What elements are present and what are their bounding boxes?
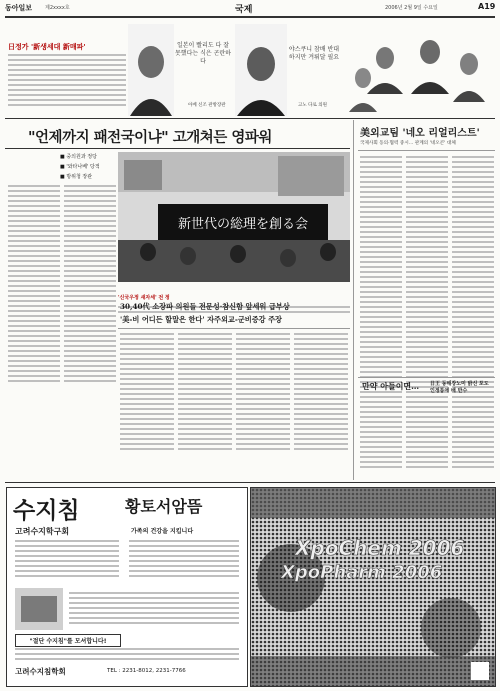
issue-date: 2006년 2월 9일 수요일 bbox=[385, 5, 438, 11]
right-body-col1 bbox=[360, 156, 402, 471]
right-body-col2 bbox=[406, 156, 448, 471]
feature-text bbox=[8, 54, 126, 109]
ad-suji-product-image bbox=[15, 588, 63, 630]
photo-caption-lead: '신국우정 새자세' 전 정 bbox=[118, 295, 170, 301]
headline-rule bbox=[5, 148, 350, 149]
portrait-center-image bbox=[235, 24, 287, 116]
right-body-col3 bbox=[452, 156, 494, 471]
right-box-title: 日王 동해장노미 밝신 포도 인정통에 배 반수 bbox=[430, 381, 489, 394]
portrait-left bbox=[128, 24, 174, 116]
main-body-col7 bbox=[294, 333, 348, 453]
right-subhead: 국제사회 동의·협력 중시… 관계의 '네오콘' 대체 bbox=[360, 141, 456, 146]
top-section-rule bbox=[5, 118, 495, 119]
portrait-group-image bbox=[345, 22, 493, 116]
right-box-rule bbox=[358, 377, 495, 378]
portrait-group bbox=[345, 22, 493, 116]
issue-number: 제2xxxx호 bbox=[45, 5, 70, 11]
main-photo bbox=[118, 152, 350, 282]
left-feature bbox=[6, 20, 126, 118]
ad-xpochem-subtitle: XpoPharm 2006 bbox=[281, 562, 443, 583]
main-body-col1 bbox=[8, 185, 60, 385]
quote-center-text: 일본이 빨리도 다 잘못했다는 식은 곤란하다 bbox=[175, 42, 231, 65]
paper-logo: 동아일보 bbox=[5, 4, 33, 12]
ad-xpochem bbox=[250, 487, 496, 687]
ad-suji-phone: TEL : 2231-8012, 2231-7766 bbox=[107, 668, 186, 674]
photo-banner-text: 新世代の総理を創る会 bbox=[177, 217, 309, 232]
right-headline: 美외교팀 '네오 리얼리스트' bbox=[360, 128, 480, 139]
ad-suji-tagline: 가족의 건강을 지킵니다 bbox=[131, 528, 194, 535]
main-headline: "언제까지 패전국이냐" 고개쳐든 영파워 bbox=[28, 129, 272, 146]
ad-suji-company: 고려수지학구회 bbox=[15, 527, 70, 536]
ad-suji-banner: "절단 수지침"를 모셔합니다! bbox=[15, 634, 121, 647]
page-number: A19 bbox=[478, 2, 496, 11]
ad-suji-text-a bbox=[15, 540, 119, 580]
section-title: 국제 bbox=[235, 5, 253, 15]
sidebar-item: ■ '와타나베' 당적 bbox=[60, 164, 100, 170]
subheadline-2: '美-비 어디든 할말은 한다' 자주외교-군비증강 주장 bbox=[120, 315, 282, 324]
ads-top-rule bbox=[5, 482, 495, 483]
ad-xpochem-title: XpoChem 2006 bbox=[295, 536, 465, 560]
feature-title: 日정가 '新생세대 新매파' bbox=[8, 43, 86, 51]
portrait-center bbox=[235, 24, 287, 116]
quote-right bbox=[288, 46, 340, 62]
ad-suji-text-d bbox=[15, 648, 239, 663]
masthead-rule bbox=[5, 16, 495, 18]
ad-suji-footer: 고려수지침학회 bbox=[15, 667, 66, 676]
subheadline-rule bbox=[118, 328, 350, 329]
ad-suji-text-b bbox=[129, 540, 239, 580]
sidebar-item: ■ 방위청 장관 bbox=[60, 174, 93, 180]
main-body-col4 bbox=[178, 333, 232, 453]
masthead bbox=[0, 0, 500, 16]
right-box-headline: 만약 아들이면… bbox=[362, 381, 420, 391]
main-body-col2 bbox=[64, 185, 116, 385]
portrait-left-image bbox=[128, 24, 174, 116]
ad-suji bbox=[6, 487, 248, 687]
ad-xpochem-image bbox=[251, 488, 495, 686]
main-body-col3 bbox=[120, 333, 174, 453]
sidebar-item: ■ 중의원과 정당 bbox=[60, 154, 97, 160]
column-divider bbox=[353, 120, 354, 480]
ad-suji-side-title: 황토서암뜸 bbox=[125, 497, 203, 516]
quote-right-caption: 고노 다로 의원 bbox=[298, 103, 327, 108]
main-body-col5 bbox=[236, 333, 290, 453]
ad-suji-title: 수지침 bbox=[13, 497, 80, 524]
quote-center-caption: 아베 신조 관방장관 bbox=[188, 103, 226, 108]
right-head-rule bbox=[358, 150, 495, 151]
subheadline-1: 30,40代 소장파 의원들 전문성·참신함 앞세워 급부상 bbox=[120, 302, 290, 311]
main-photo-image bbox=[118, 152, 350, 282]
ad-suji-text-c bbox=[69, 592, 239, 627]
quote-right-text: 야스쿠니 참배 반대하지만 겨뤄달 필요 bbox=[288, 46, 340, 61]
quote-center bbox=[175, 42, 231, 66]
